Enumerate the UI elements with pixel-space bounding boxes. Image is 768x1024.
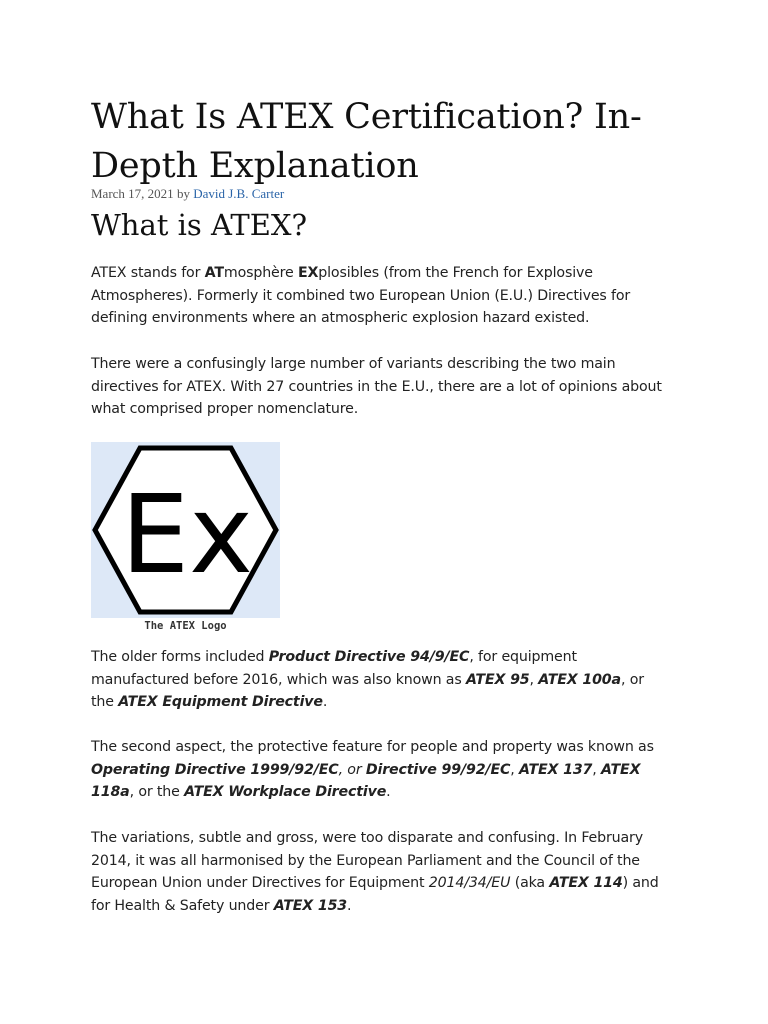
figure-caption: The ATEX Logo xyxy=(144,620,227,632)
bold-text: AT xyxy=(204,265,224,281)
emphasis-text: ATEX Equipment Directive xyxy=(118,694,323,710)
text: , for equipment manufactured before 2016, which was also known as xyxy=(91,649,577,688)
emphasis-text: Directive 99/92/EC xyxy=(365,761,511,778)
paragraph-variants: There were a confusingly large number of variants describing the two main directives for ATEX. With 27 countries in the E.U., there are a lot of opinions about what comprised proper nomenclature. xyxy=(91,356,662,417)
text: . xyxy=(322,694,328,710)
emphasis-text: ATEX 100a xyxy=(538,671,621,688)
paragraph-older-forms xyxy=(91,646,671,714)
text: The older forms included xyxy=(91,649,269,665)
byline-by: by xyxy=(176,186,190,201)
italic-text: , or xyxy=(338,761,366,778)
italic-text: 2014/34/EU xyxy=(428,875,511,891)
text: The variations, subtle and gross, were too disparate and confusing. In February 2014, it was all harmonised by the European Parliament and the Council of the European Union under Directives for Equipment xyxy=(91,830,643,891)
text: , or the xyxy=(91,671,644,710)
article-meta xyxy=(91,186,284,202)
bold-text: EX xyxy=(297,265,319,281)
text: , xyxy=(510,761,519,778)
emphasis-text: ATEX 137 xyxy=(519,761,593,778)
emphasis-text: Operating Directive 1999/92/EC xyxy=(91,761,339,778)
emphasis-text: Product Directive 94/9/EC xyxy=(268,649,470,665)
text: plosibles (from the French for Explosive Atmospheres). Formerly it combined two European Union (E.U.) Directives for defining environments where an atmospheric explosion hazard existed. xyxy=(91,265,631,326)
text: . xyxy=(347,897,352,914)
text: The second aspect, the protective feature for people and property was known as xyxy=(91,739,654,755)
section-heading: What is ATEX? xyxy=(91,208,308,242)
paragraph-atex-definition xyxy=(91,262,671,330)
logo-ex-text: Ex xyxy=(120,473,254,598)
author-link[interactable]: David J.B. Carter xyxy=(193,186,285,201)
text: ATEX stands for xyxy=(91,265,205,281)
text: , xyxy=(529,671,539,688)
text: , xyxy=(592,761,602,778)
text: . xyxy=(386,784,391,800)
emphasis-text: ATEX Workplace Directive xyxy=(184,784,387,800)
paragraph-second-aspect xyxy=(91,736,671,804)
emphasis-text: ATEX 114 xyxy=(549,875,623,891)
text: , or the xyxy=(129,784,185,800)
paragraph-harmonisation xyxy=(91,827,671,917)
publish-date: March 17, 2021 xyxy=(91,186,174,201)
text: mosphère xyxy=(223,265,298,281)
text: ) and for Health & Safety under xyxy=(91,875,659,914)
emphasis-text: ATEX 95 xyxy=(465,671,530,688)
article-title: What Is ATEX Certification? In-Depth Explanation xyxy=(91,97,642,186)
emphasis-text: ATEX 118a xyxy=(91,761,641,800)
emphasis-text: ATEX 153 xyxy=(273,897,348,914)
atex-logo-figure xyxy=(91,442,280,634)
atex-logo-icon xyxy=(91,442,280,618)
text: (aka xyxy=(510,875,550,891)
